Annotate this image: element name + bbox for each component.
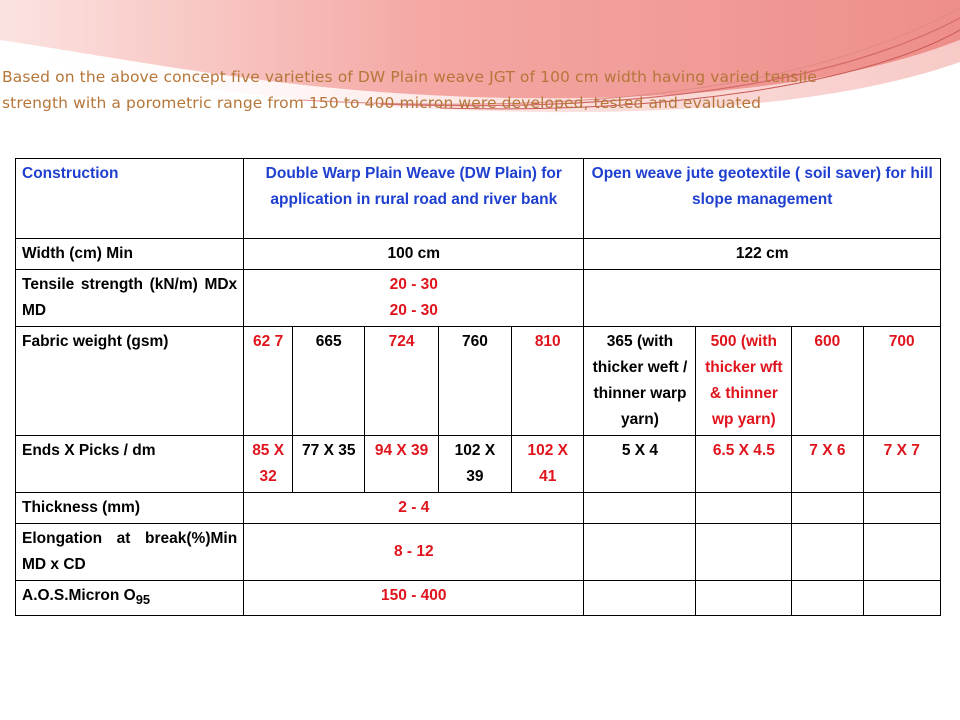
- ends-picks-value: 102 X 41: [512, 436, 584, 493]
- header-row: [16, 159, 941, 239]
- label-ends-picks: Ends X Picks / dm: [16, 436, 244, 493]
- empty-cell: [696, 493, 792, 524]
- empty-cell: [584, 524, 696, 581]
- tensile-cd: 20 - 30: [389, 302, 438, 319]
- fabric-weight-value: 62 7: [244, 327, 293, 436]
- empty-cell: [792, 493, 863, 524]
- empty-cell: [792, 581, 863, 616]
- label-fabric-weight: Fabric weight (gsm): [16, 327, 244, 436]
- row-width: [16, 239, 941, 270]
- fabric-weight-value: 700: [863, 327, 940, 436]
- tensile-md: 20 - 30: [389, 276, 438, 293]
- ends-picks-value: 6.5 X 4.5: [696, 436, 792, 493]
- ends-picks-value: 102 X 39: [438, 436, 511, 493]
- label-aos: [16, 581, 244, 616]
- aos-value: 150 - 400: [244, 581, 584, 616]
- empty-cell: [584, 581, 696, 616]
- label-elongation: Elongation at break(%)Min MD x CD: [16, 524, 244, 581]
- elongation-value: 8 - 12: [244, 524, 584, 581]
- label-width: Width (cm) Min: [16, 239, 244, 270]
- row-tensile: [16, 270, 941, 327]
- intro-caption: [2, 64, 957, 116]
- fabric-weight-value: 365 (with thicker weft / thinner warp yarn): [584, 327, 696, 436]
- empty-cell: [863, 581, 940, 616]
- row-fabric-weight: [16, 327, 941, 436]
- fabric-weight-value: 724: [365, 327, 438, 436]
- header-open-weave: Open weave jute geotextile ( soil saver) for hill slope management: [584, 159, 941, 239]
- width-open: 122 cm: [584, 239, 941, 270]
- thickness-value: 2 - 4: [244, 493, 584, 524]
- row-elongation: [16, 524, 941, 581]
- caption-line-1: Based on the above concept five varieties of DW Plain weave JGT of 100 cm width having varied tensile: [2, 68, 817, 86]
- fabric-weight-value: 600: [792, 327, 863, 436]
- fabric-weight-value: 665: [293, 327, 365, 436]
- aos-label-subscript: 95: [135, 592, 151, 608]
- ends-picks-value: 94 X 39: [365, 436, 438, 493]
- fabric-weight-value: 810: [512, 327, 584, 436]
- empty-cell: [584, 493, 696, 524]
- caption-line-2: strength with a porometric range from 150 to 400 micron were developed, tested and evaluated: [2, 94, 762, 112]
- width-dw: 100 cm: [244, 239, 584, 270]
- ends-picks-value: 7 X 7: [863, 436, 940, 493]
- empty-cell: [696, 581, 792, 616]
- empty-cell: [792, 524, 863, 581]
- header-construction: Construction: [16, 159, 244, 239]
- ends-picks-value: 5 X 4: [584, 436, 696, 493]
- tensile-values: [244, 270, 584, 327]
- label-thickness: Thickness (mm): [16, 493, 244, 524]
- header-dw-plain: Double Warp Plain Weave (DW Plain) for application in rural road and river bank: [244, 159, 584, 239]
- empty-cell: [863, 493, 940, 524]
- row-thickness: [16, 493, 941, 524]
- row-aos: [16, 581, 941, 616]
- fabric-weight-value: 760: [438, 327, 511, 436]
- ends-picks-value: 85 X 32: [244, 436, 293, 493]
- fabric-weight-value: 500 (with thicker wft & thinner wp yarn): [696, 327, 792, 436]
- ends-picks-value: 77 X 35: [293, 436, 365, 493]
- jute-geotextile-spec-table: [15, 158, 941, 616]
- empty-cell: [863, 524, 940, 581]
- ends-picks-value: 7 X 6: [792, 436, 863, 493]
- row-ends-picks: [16, 436, 941, 493]
- empty-cell: [696, 524, 792, 581]
- label-tensile: Tensile strength (kN/m) MDx MD: [16, 270, 244, 327]
- tensile-open-empty: [584, 270, 941, 327]
- aos-label-text: A.O.S.Micron O: [22, 587, 136, 604]
